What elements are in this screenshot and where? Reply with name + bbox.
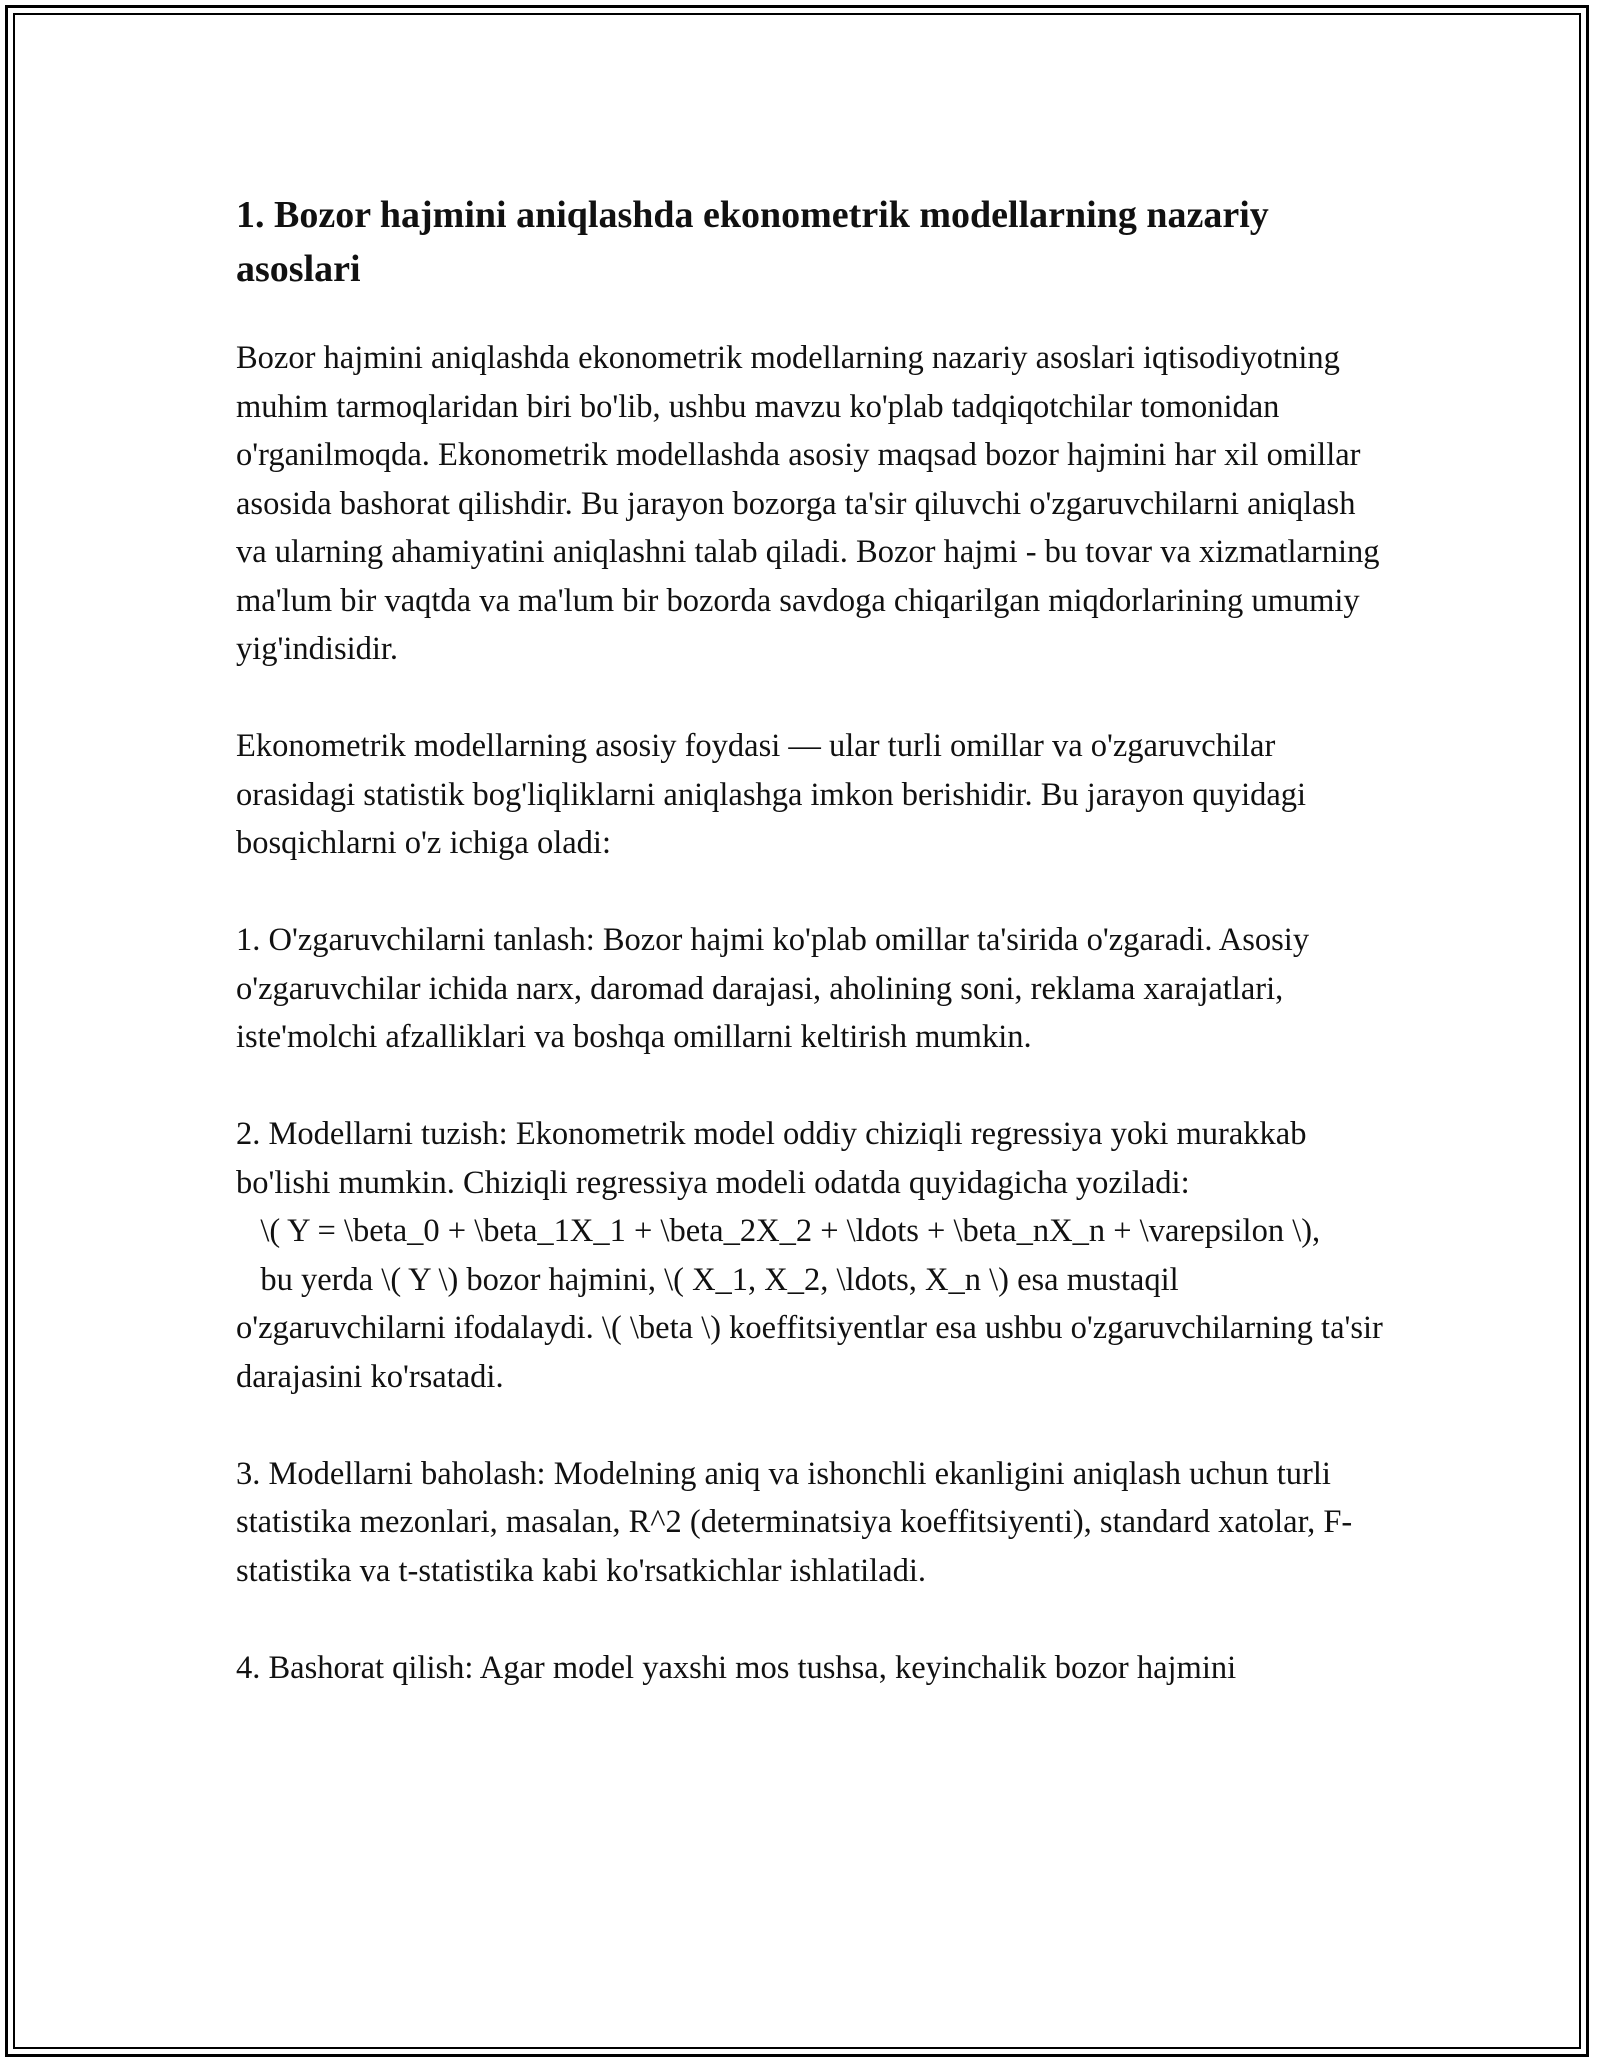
- document-body: [236, 188, 1386, 1692]
- document-text: Bozor hajmini aniqlashda ekonometrik modellarning nazariy asoslari iqtisodiyotning muhim tarmoqlaridan biri bo'lib, ushbu mavzu ko'plab tadqiqotchilar tomonidan o'rganilmoqda. Ekonometrik modellashda asosiy maqsad bozor hajmini har xil omillar asosida bashorat qilishdir. Bu jarayon bozorga ta'sir qiluvchi o'zgaruvchilarni aniqlash va ularning ahamiyatini aniqlashni talab qiladi. Bozor hajmi - bu tovar va xizmatlarning ma'lum bir vaqtda va ma'lum bir bozorda savdoga chiqarilgan miqdorlarining umumiy yig'indisidir. Ekonometrik modellarning asosiy foydasi — ular turli omillar va o'zgaruvchilar orasidagi statistik bog'liqliklarni aniqlashga imkon berishidir. Bu jarayon quyidagi bosqichlarni o'z ichiga oladi: 1. O'zgaruvchilarni tanlash: Bozor hajmi ko'plab omillar ta'sirida o'zgaradi. Asosiy o'zgaruvchilar ichida narx, daromad darajasi, aholining soni, reklama xarajatlari, iste'molchi afzalliklari va boshqa omillarni keltirish mumkin. 2. Modellarni tuzish: Ekonometrik model oddiy chiziqli regressiya yoki murakkab bo'lishi mumkin. Chiziqli regressiya modeli odatda quyidagicha yoziladi: \( Y = \beta_0 + \beta_1X_1 + \beta_2X_2 + \ldots + \beta_nX_n + \varepsilon \), bu yerda \( Y \) bozor hajmini, \( X_1, X_2, \ldots, X_n \) esa mustaqil o'zgaruvchilarni ifodalaydi. \( \beta \) koeffitsiyentlar esa ushbu o'zgaruvchilarning ta'sir darajasini ko'rsatadi. 3. Modellarni baholash: Modelning aniq va ishonchli ekanligini aniqlash uchun turli statistika mezonlari, masalan, R^2 (determinatsiya koeffitsiyenti), standard xatolar, F-statistika va t-statistika kabi ko'rsatkichlar ishlatiladi. 4. Bashorat qilish: Agar model yaxshi mos tushsa, keyinchalik bozor hajmini: [236, 340, 1383, 1686]
- document-title: 1. Bozor hajmini aniqlashda ekonometrik modellarning nazariy asoslari: [236, 194, 1269, 290]
